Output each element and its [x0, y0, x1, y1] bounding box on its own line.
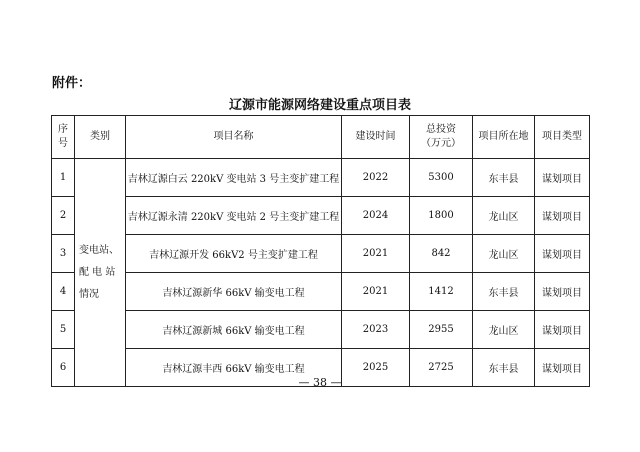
cell-project-name: 吉林辽源新城 66kV 输变电工程 — [126, 311, 342, 349]
attachment-label: 附件： — [52, 76, 92, 91]
cell-year: 2023 — [342, 311, 410, 349]
cell-year: 2021 — [342, 273, 410, 311]
cell-investment: 2955 — [410, 311, 473, 349]
page-number: — 38 — — [298, 376, 342, 389]
table-row — [52, 273, 590, 311]
table-row — [52, 235, 590, 273]
cell-investment: 842 — [410, 235, 473, 273]
table-row — [52, 311, 590, 349]
header-investment: 总投资 （万元） — [410, 116, 473, 159]
header-year: 建设时间 — [342, 116, 410, 159]
cell-year: 2025 — [342, 349, 410, 387]
cell-seq: 2 — [52, 197, 75, 235]
cell-type: 谋划项目 — [535, 311, 590, 349]
cell-location: 东丰县 — [473, 349, 535, 387]
header-location: 项目所在地 — [473, 116, 535, 159]
cell-seq: 1 — [52, 159, 75, 197]
projects-table — [51, 115, 590, 387]
cell-project-name: 吉林辽源丰西 66kV 输变电工程 — [126, 349, 342, 387]
cell-project-name: 吉林辽源开发 66kV2 号主变扩建工程 — [126, 235, 342, 273]
cell-type: 谋划项目 — [535, 273, 590, 311]
cell-year: 2022 — [342, 159, 410, 197]
cell-location: 东丰县 — [473, 273, 535, 311]
cell-seq: 4 — [52, 273, 75, 311]
cell-project-name: 吉林辽源白云 220kV 变电站 3 号主变扩建工程 — [126, 159, 342, 197]
cell-project-name: 吉林辽源新华 66kV 输变电工程 — [126, 273, 342, 311]
cell-location: 东丰县 — [473, 159, 535, 197]
header-seq: 序 号 — [52, 116, 75, 159]
header-project-name: 项目名称 — [126, 116, 342, 159]
header-category: 类别 — [75, 116, 126, 159]
cell-seq: 5 — [52, 311, 75, 349]
cell-type: 谋划项目 — [535, 159, 590, 197]
cell-investment: 1412 — [410, 273, 473, 311]
cell-seq: 3 — [52, 235, 75, 273]
cell-investment: 2725 — [410, 349, 473, 387]
table-row — [52, 197, 590, 235]
cell-category: 变电站、 配 电 站 情况 — [75, 159, 126, 387]
cell-seq: 6 — [52, 349, 75, 387]
header-row — [52, 116, 590, 159]
cell-investment: 1800 — [410, 197, 473, 235]
cell-type: 谋划项目 — [535, 349, 590, 387]
cell-type: 谋划项目 — [535, 235, 590, 273]
cell-location: 龙山区 — [473, 235, 535, 273]
table-title: 辽源市能源网络建设重点项目表 — [228, 98, 411, 113]
header-type: 项目类型 — [535, 116, 590, 159]
cell-type: 谋划项目 — [535, 197, 590, 235]
cell-year: 2024 — [342, 197, 410, 235]
cell-location: 龙山区 — [473, 197, 535, 235]
cell-project-name: 吉林辽源永清 220kV 变电站 2 号主变扩建工程 — [126, 197, 342, 235]
cell-location: 龙山区 — [473, 311, 535, 349]
cell-investment: 5300 — [410, 159, 473, 197]
cell-year: 2021 — [342, 235, 410, 273]
table-row — [52, 159, 590, 197]
